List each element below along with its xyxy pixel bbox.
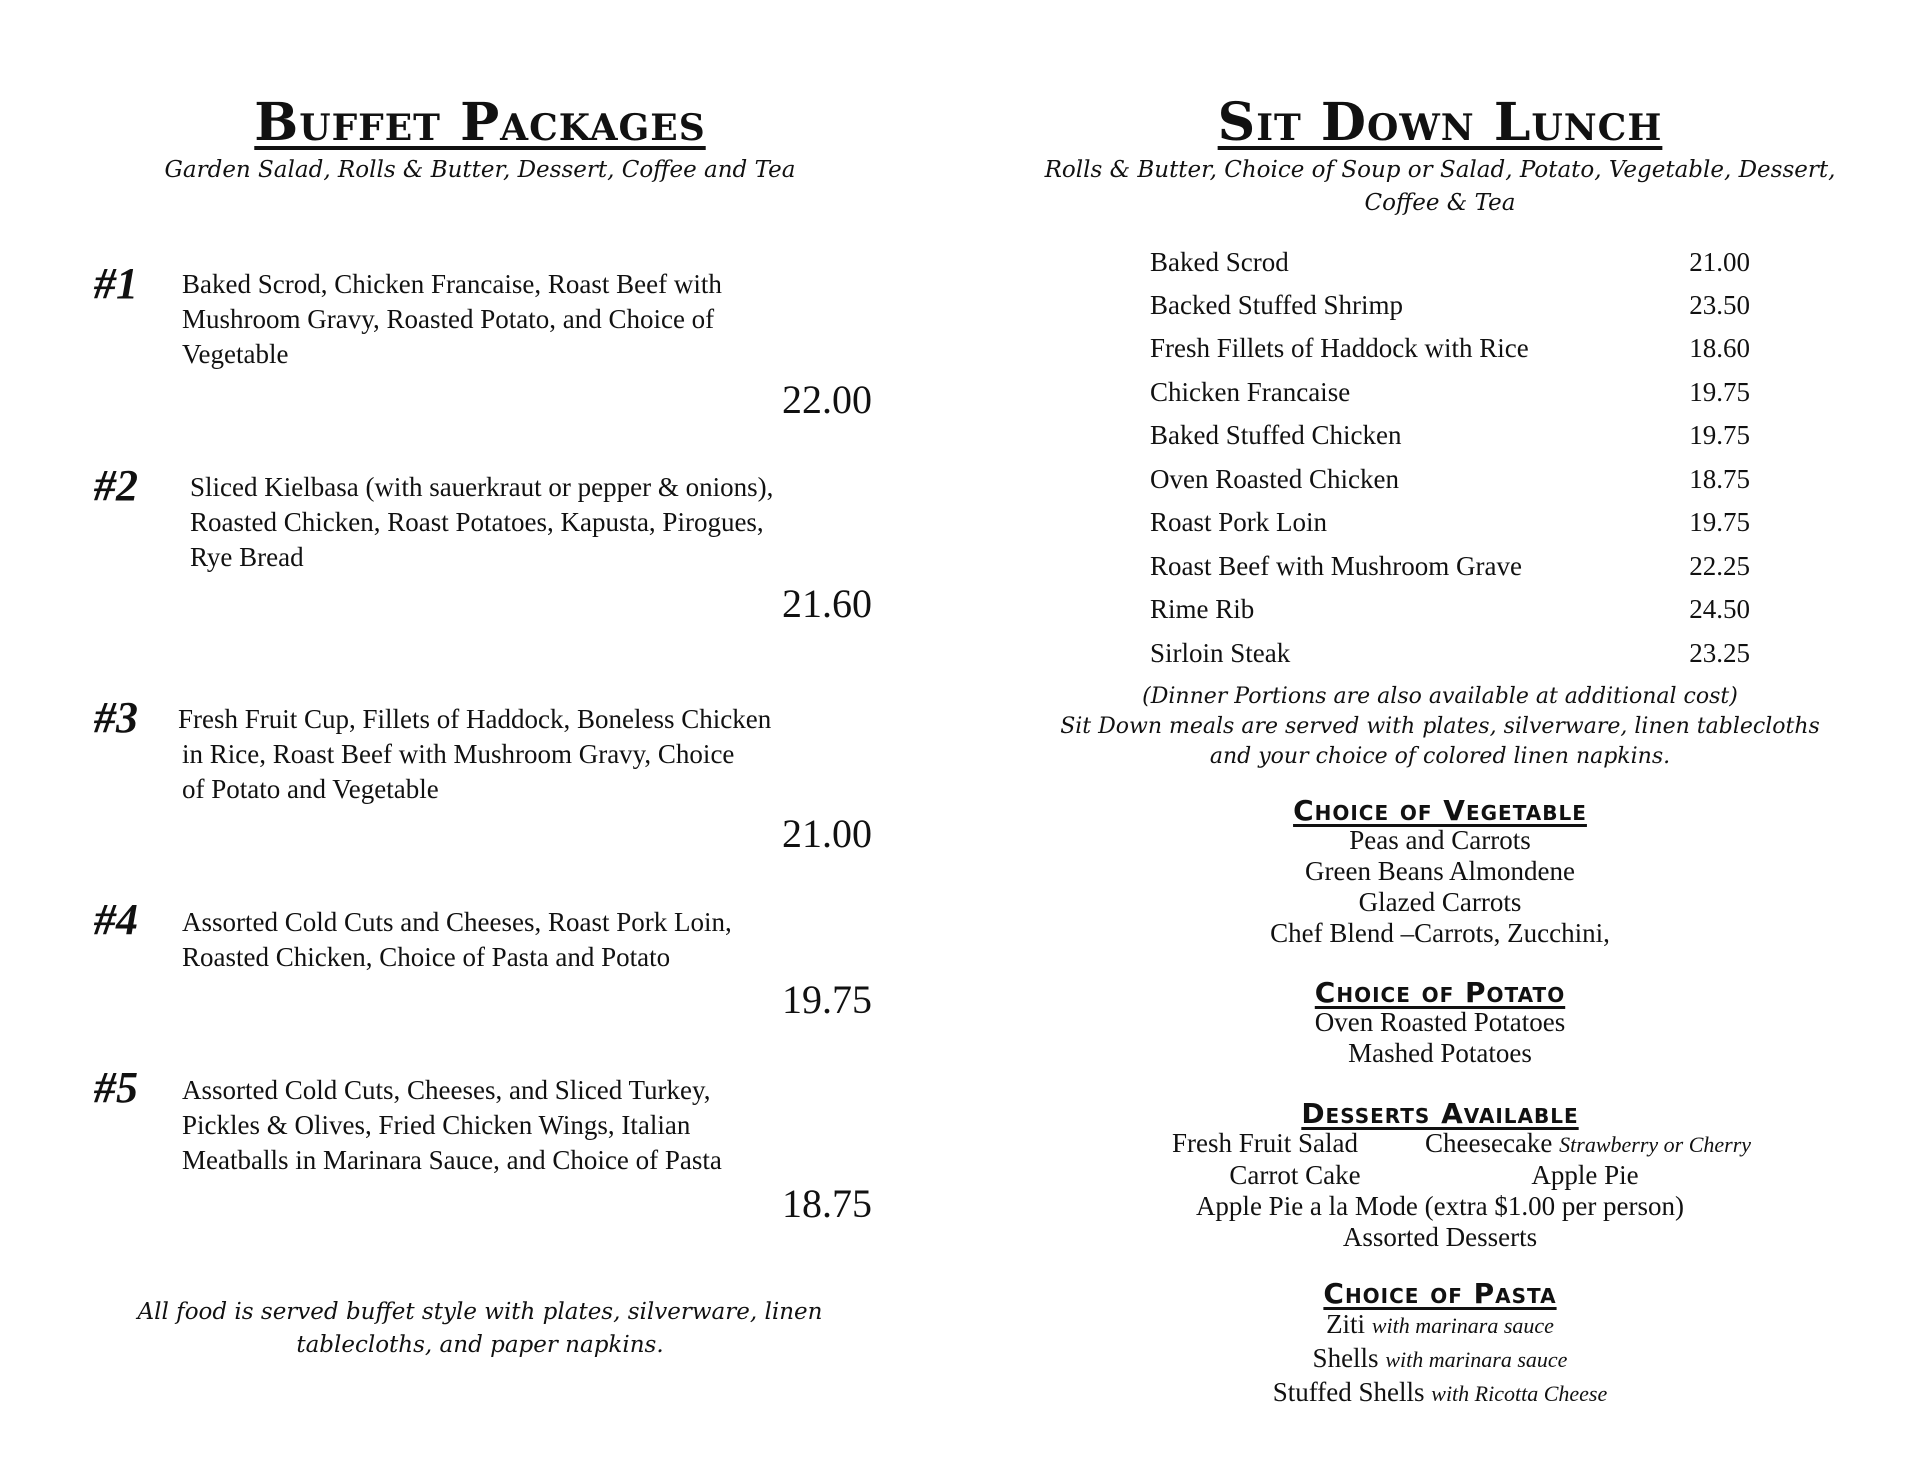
potato-list [960, 1007, 1920, 1069]
package-line: Meatballs in Marinara Sauce, and Choice of Pasta [182, 1145, 722, 1175]
package-line: Fresh Fruit Cup, Fillets of Haddock, Boneless Chicken [178, 704, 772, 734]
buffet-title: Buffet Packages [254, 92, 706, 153]
entree-row [1150, 290, 1750, 333]
package-line: Pickles & Olives, Fried Chicken Wings, Italian [182, 1110, 691, 1140]
package-line: Assorted Cold Cuts, Cheeses, and Sliced Turkey, [182, 1075, 711, 1105]
vegetable-list [960, 825, 1920, 949]
vegetable-item: Glazed Carrots [1358, 887, 1522, 917]
package-price: 21.60 [782, 581, 872, 626]
package-price: 21.00 [782, 811, 872, 856]
package-description [182, 905, 862, 975]
dessert-item-cheesecake [1395, 1128, 1752, 1160]
pasta-heading: Choice of Pasta [1323, 1277, 1557, 1310]
pasta-note: with marinara sauce [1385, 1347, 1568, 1372]
pasta-name: Stuffed Shells [1272, 1377, 1425, 1407]
package-number: #1 [94, 259, 138, 308]
vegetable-item: Chef Blend –Carrots, Zucchini, [1270, 918, 1610, 948]
pasta-item [960, 1308, 1920, 1342]
entree-price: 19.75 [1689, 420, 1750, 450]
package-description [182, 1073, 862, 1178]
package-line: Roasted Chicken, Roast Potatoes, Kapusta, Pirogues, [190, 507, 764, 537]
note-line: Sit Down meals are served with plates, silverware, linen tablecloths [1060, 714, 1820, 739]
sitdown-title: Sit Down Lunch [1217, 92, 1663, 153]
package-line: Assorted Cold Cuts and Cheeses, Roast Pork Loin, [182, 907, 732, 937]
package-description [178, 702, 858, 807]
entree-name: Rime Rib [1150, 594, 1255, 624]
package-line: in Rice, Roast Beef with Mushroom Gravy, Choice [182, 739, 735, 769]
package-line: Baked Scrod, Chicken Francaise, Roast Beef with [182, 269, 722, 299]
entree-row [1150, 638, 1750, 681]
entree-price: 22.25 [1689, 551, 1750, 581]
package-line: of Potato and Vegetable [182, 774, 439, 804]
package-line: Vegetable [182, 339, 289, 369]
vegetable-heading: Choice of Vegetable [1293, 794, 1587, 827]
package-price: 19.75 [782, 977, 872, 1022]
note-line: (Dinner Portions are also available at additional cost) [1142, 684, 1738, 709]
entree-price: 19.75 [1689, 377, 1750, 407]
entree-price: 21.00 [1689, 247, 1750, 277]
dessert-item: Apple Pie [1531, 1160, 1639, 1190]
entree-name: Roast Beef with Mushroom Grave [1150, 551, 1522, 581]
package-price: 18.75 [782, 1181, 872, 1226]
dinner-note [1010, 682, 1870, 772]
entree-row [1150, 594, 1750, 637]
entree-row [1150, 464, 1750, 507]
pasta-item [960, 1376, 1920, 1410]
package-line: Mushroom Gravy, Roasted Potato, and Choice of [182, 304, 715, 334]
pasta-name: Shells [1312, 1343, 1379, 1373]
pasta-item [960, 1342, 1920, 1376]
entree-name: Fresh Fillets of Haddock with Rice [1150, 333, 1529, 363]
desserts-list [960, 1128, 1920, 1253]
entree-name: Baked Stuffed Chicken [1150, 420, 1402, 450]
entree-name: Baked Scrod [1150, 247, 1289, 277]
entree-name: Roast Pork Loin [1150, 507, 1328, 537]
dessert-item: Fresh Fruit Salad [1172, 1128, 1358, 1158]
vegetable-item: Peas and Carrots [1349, 825, 1531, 855]
desserts-heading: Desserts Available [1301, 1097, 1579, 1130]
package-number: #4 [94, 895, 138, 944]
package-number: #2 [94, 461, 138, 510]
package-number: #3 [94, 693, 138, 742]
pasta-name: Ziti [1326, 1309, 1366, 1339]
entree-price: 19.75 [1689, 507, 1750, 537]
buffet-footer-note [120, 1296, 840, 1362]
package-description [190, 470, 870, 575]
potato-heading: Choice of Potato [1314, 976, 1566, 1009]
entree-row [1150, 377, 1750, 420]
subtitle-line: Rolls & Butter, Choice of Soup or Salad, Potato, Vegetable, Dessert, [1044, 157, 1836, 183]
entree-row [1150, 333, 1750, 376]
note-line: and your choice of colored linen napkins. [1209, 744, 1671, 769]
entree-row [1150, 420, 1750, 463]
dessert-row [960, 1128, 1920, 1160]
potato-item: Mashed Potatoes [1348, 1038, 1532, 1068]
dessert-item: Cheesecake [1425, 1128, 1553, 1158]
dessert-row [960, 1160, 1920, 1191]
footer-line: tablecloths, and paper napkins. [296, 1332, 664, 1358]
package-line: Sliced Kielbasa (with sauerkraut or pepper & onions), [190, 472, 774, 502]
entree-name: Sirloin Steak [1150, 638, 1291, 668]
dessert-item: Assorted Desserts [1342, 1222, 1538, 1252]
entree-price: 18.75 [1689, 464, 1750, 494]
entree-name: Chicken Francaise [1150, 377, 1351, 407]
entree-name: Backed Stuffed Shrimp [1150, 290, 1403, 320]
vegetable-item: Green Beans Almondene [1305, 856, 1575, 886]
entree-row [1150, 247, 1750, 290]
subtitle-line: Coffee & Tea [1364, 190, 1516, 216]
entree-name: Oven Roasted Chicken [1150, 464, 1399, 494]
pasta-note: with marinara sauce [1371, 1313, 1554, 1338]
sitdown-subtitle [960, 154, 1920, 220]
package-description [182, 267, 862, 372]
dessert-item: Carrot Cake [1229, 1160, 1361, 1190]
entree-price: 24.50 [1689, 594, 1750, 624]
entree-row [1150, 507, 1750, 550]
footer-line: All food is served buffet style with plates, silverware, linen [137, 1299, 823, 1325]
dessert-note: Strawberry or Cherry [1559, 1132, 1752, 1157]
buffet-subtitle: Garden Salad, Rolls & Butter, Dessert, Coffee and Tea [164, 157, 796, 183]
potato-item: Oven Roasted Potatoes [1314, 1007, 1566, 1037]
package-price: 22.00 [782, 377, 872, 422]
entree-price: 23.25 [1689, 638, 1750, 668]
entree-price: 23.50 [1689, 290, 1750, 320]
pasta-note: with Ricotta Cheese [1431, 1381, 1608, 1406]
pasta-list [960, 1308, 1920, 1410]
entree-price: 18.60 [1689, 333, 1750, 363]
package-line: Rye Bread [190, 542, 304, 572]
dessert-item: Apple Pie a la Mode (extra $1.00 per person) [1195, 1191, 1685, 1221]
package-line: Roasted Chicken, Choice of Pasta and Potato [182, 942, 671, 972]
package-number: #5 [94, 1063, 138, 1112]
entree-row [1150, 551, 1750, 594]
